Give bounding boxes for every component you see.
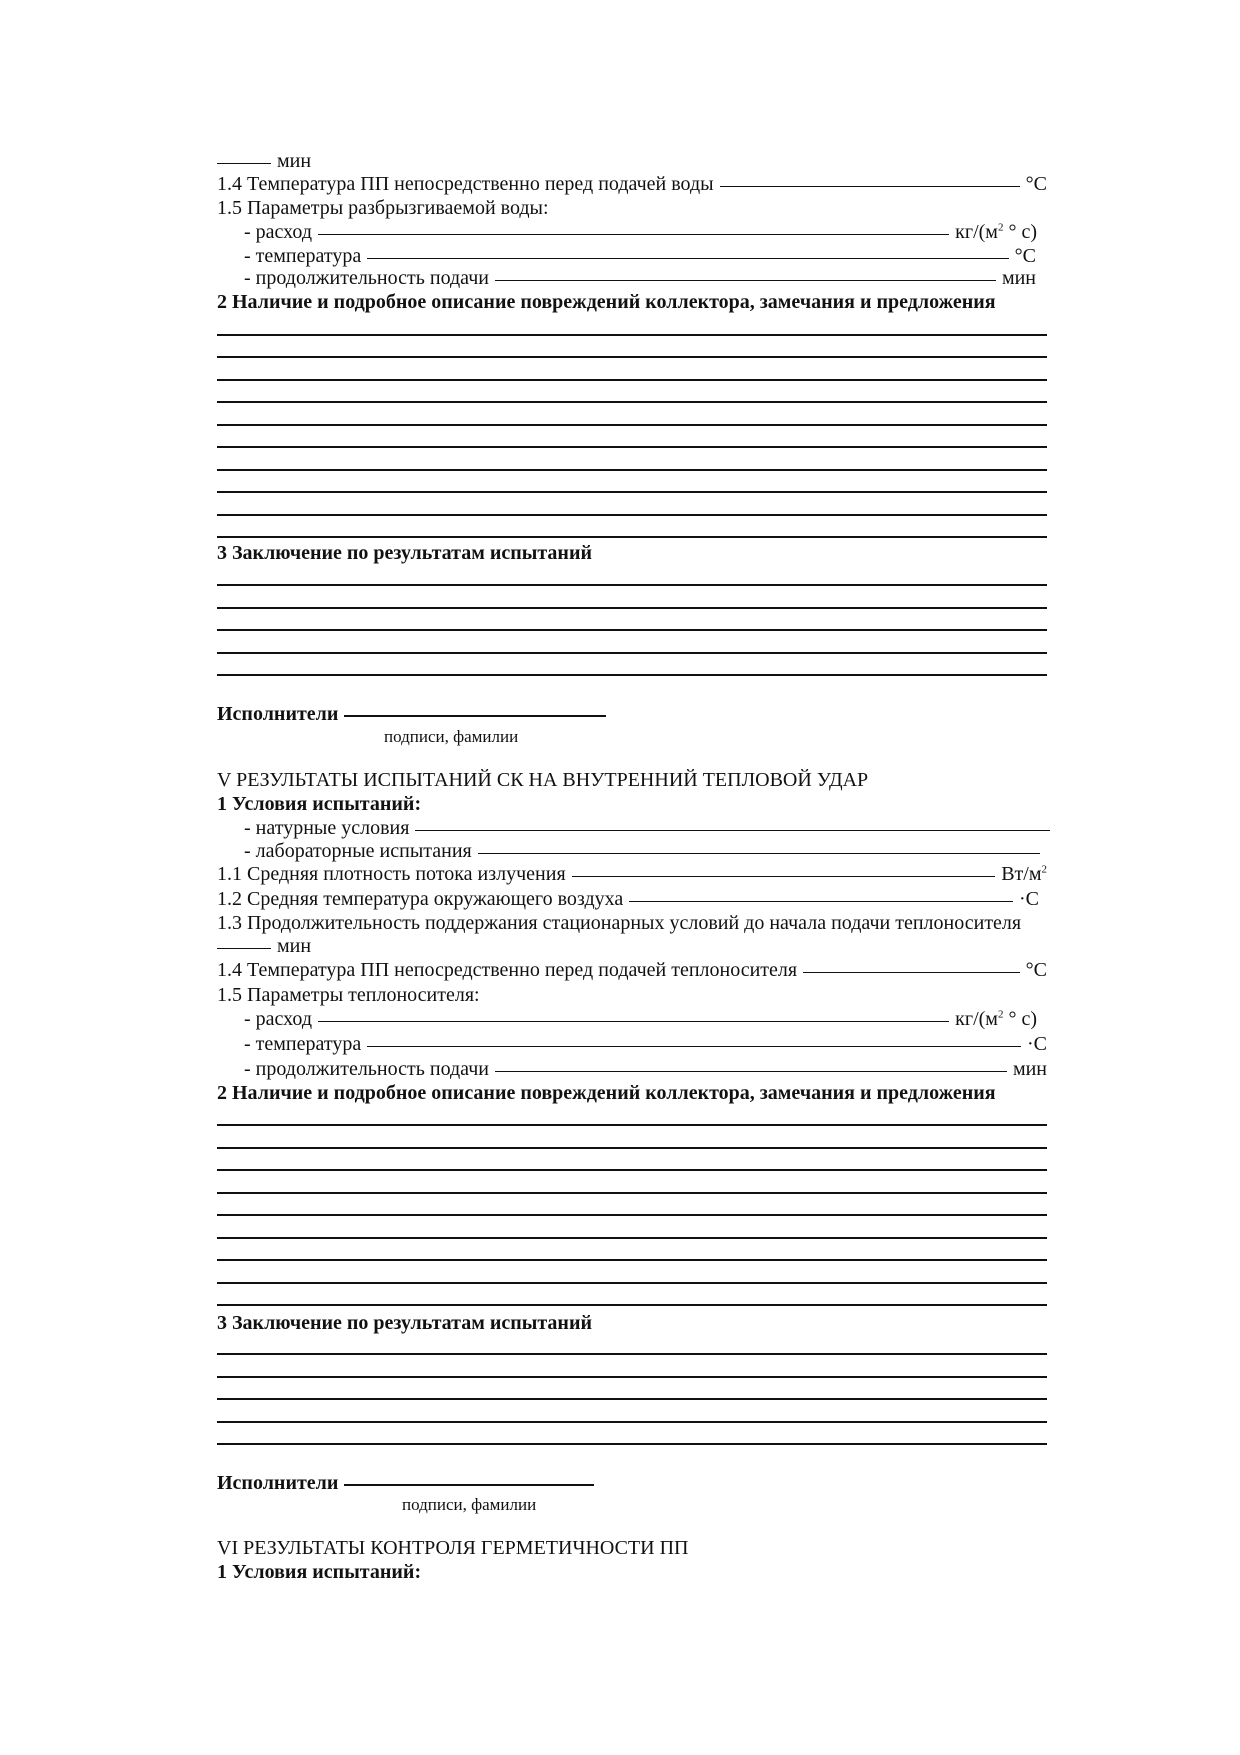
writing-line[interactable] [217, 1169, 1047, 1171]
item-1-5: 1.5 Параметры разбрызгиваемой воды: [217, 197, 549, 219]
blank-field[interactable] [478, 853, 1040, 854]
section-5-heading: V РЕЗУЛЬТАТЫ ИСПЫТАНИЙ СК НА ВНУТРЕННИЙ ТЕПЛОВОЙ УДАР [217, 769, 869, 791]
writing-line[interactable] [217, 424, 1047, 426]
writing-line[interactable] [217, 379, 1047, 381]
performers-label: Исполнители [217, 703, 339, 725]
item-label: 1.1 Средняя плотность потока излучения [217, 863, 566, 885]
unit-label: мин [277, 935, 312, 957]
item-label: 1.2 Средняя температура окружающего воздуха [217, 888, 624, 910]
writing-line[interactable] [217, 1147, 1047, 1149]
writing-line[interactable] [217, 1304, 1047, 1306]
flow-row [244, 1007, 1037, 1031]
item-1-3: 1.3 Продолжительность поддержания стационарных условий до начала подачи теплоносителя [217, 912, 1022, 934]
writing-line[interactable] [217, 607, 1047, 609]
performers-row [217, 702, 1047, 726]
signature-caption: подписи, фамилии [402, 1495, 537, 1514]
unit-label: $кг/(м^2$ ° с) [955, 221, 1037, 243]
unit-label: °C [1014, 245, 1036, 267]
writing-line[interactable] [217, 356, 1047, 358]
min-line [217, 934, 1047, 958]
item-label: - лабораторные испытания [244, 840, 472, 862]
performers-row [217, 1471, 1047, 1495]
item-label: - температура [244, 1033, 362, 1055]
blank-field[interactable] [629, 901, 1013, 902]
writing-line[interactable] [217, 1282, 1047, 1284]
item-label: 1.4 Температура ПП непосредственно перед подачей воды [217, 173, 714, 195]
conditions-heading: 1 Условия испытаний: [217, 793, 422, 815]
item-label: - продолжительность подачи [244, 267, 489, 289]
unit-label: мин [277, 150, 312, 172]
blank-field[interactable] [415, 830, 1050, 831]
item-3-heading: 3 Заключение по результатам испытаний [217, 542, 592, 564]
item-label: 1.4 Температура ПП непосредственно перед подачей теплоносителя [217, 959, 798, 981]
min-line [217, 149, 1047, 173]
item-label: - расход [244, 221, 312, 243]
writing-line[interactable] [217, 652, 1047, 654]
unit-label: мин [1001, 267, 1036, 289]
writing-line[interactable] [217, 1376, 1047, 1378]
item-2-heading: 2 Наличие и подробное описание повреждений коллектора, замечания и предложения [217, 291, 996, 313]
unit-label: °C [1025, 173, 1047, 195]
signature-field[interactable] [344, 715, 606, 717]
unit-label: $кг/(м^2$ ° с) [955, 1008, 1037, 1030]
writing-line[interactable] [217, 514, 1047, 516]
blank-field[interactable] [572, 876, 996, 877]
writing-line[interactable] [217, 1443, 1047, 1445]
unit-label: ·С [1019, 888, 1039, 910]
signature-caption: подписи, фамилии [384, 727, 519, 746]
blank-field[interactable] [367, 258, 1008, 259]
writing-line[interactable] [217, 334, 1047, 336]
writing-line[interactable] [217, 1124, 1047, 1126]
unit-label: мин [1012, 1058, 1047, 1080]
item-1-4 [217, 958, 1047, 982]
item-label: - натурные условия [244, 817, 410, 839]
writing-line[interactable] [217, 491, 1047, 493]
item-2-heading: 2 Наличие и подробное описание повреждений коллектора, замечания и предложения [217, 1082, 996, 1104]
writing-line[interactable] [217, 584, 1047, 586]
writing-line[interactable] [217, 401, 1047, 403]
blank-field[interactable] [318, 234, 949, 235]
lab-tests-row [244, 839, 1040, 863]
writing-line[interactable] [217, 1259, 1047, 1261]
item-label: - расход [244, 1008, 312, 1030]
blank-field[interactable] [318, 1021, 949, 1022]
writing-line[interactable] [217, 536, 1047, 538]
conditions-heading: 1 Условия испытаний: [217, 1561, 422, 1583]
blank-field[interactable] [803, 972, 1020, 973]
writing-line[interactable] [217, 1237, 1047, 1239]
signature-field[interactable] [344, 1484, 594, 1486]
blank-field[interactable] [367, 1046, 1021, 1047]
writing-line[interactable] [217, 674, 1047, 676]
writing-line[interactable] [217, 1353, 1047, 1355]
blank-field[interactable] [217, 948, 271, 949]
writing-line[interactable] [217, 1421, 1047, 1423]
performers-label: Исполнители [217, 1472, 339, 1494]
unit-label: °C [1025, 959, 1047, 981]
writing-line[interactable] [217, 1214, 1047, 1216]
item-label: - продолжительность подачи [244, 1058, 489, 1080]
item-1-2 [217, 887, 1039, 911]
item-3-heading: 3 Заключение по результатам испытаний [217, 1312, 592, 1334]
item-label: - температура [244, 245, 362, 267]
duration-row [244, 1057, 1047, 1081]
temperature-row [244, 1032, 1047, 1056]
blank-field[interactable] [217, 163, 271, 164]
blank-field[interactable] [495, 280, 996, 281]
item-1-5: 1.5 Параметры теплоносителя: [217, 984, 480, 1006]
temperature-row [244, 244, 1036, 268]
writing-line[interactable] [217, 1192, 1047, 1194]
blank-field[interactable] [720, 186, 1020, 187]
writing-line[interactable] [217, 1398, 1047, 1400]
unit-label: ·С [1027, 1033, 1047, 1055]
unit-label: $Вт/м^2$ [1001, 863, 1047, 885]
flow-row [244, 220, 1037, 244]
writing-line[interactable] [217, 469, 1047, 471]
natural-conditions-row [244, 816, 1050, 840]
duration-row [244, 266, 1036, 290]
writing-line[interactable] [217, 446, 1047, 448]
item-1-1 [217, 862, 1047, 886]
item-1-4 [217, 172, 1047, 196]
section-6-heading: VI РЕЗУЛЬТАТЫ КОНТРОЛЯ ГЕРМЕТИЧНОСТИ ПП [217, 1537, 689, 1559]
writing-line[interactable] [217, 629, 1047, 631]
blank-field[interactable] [495, 1071, 1007, 1072]
